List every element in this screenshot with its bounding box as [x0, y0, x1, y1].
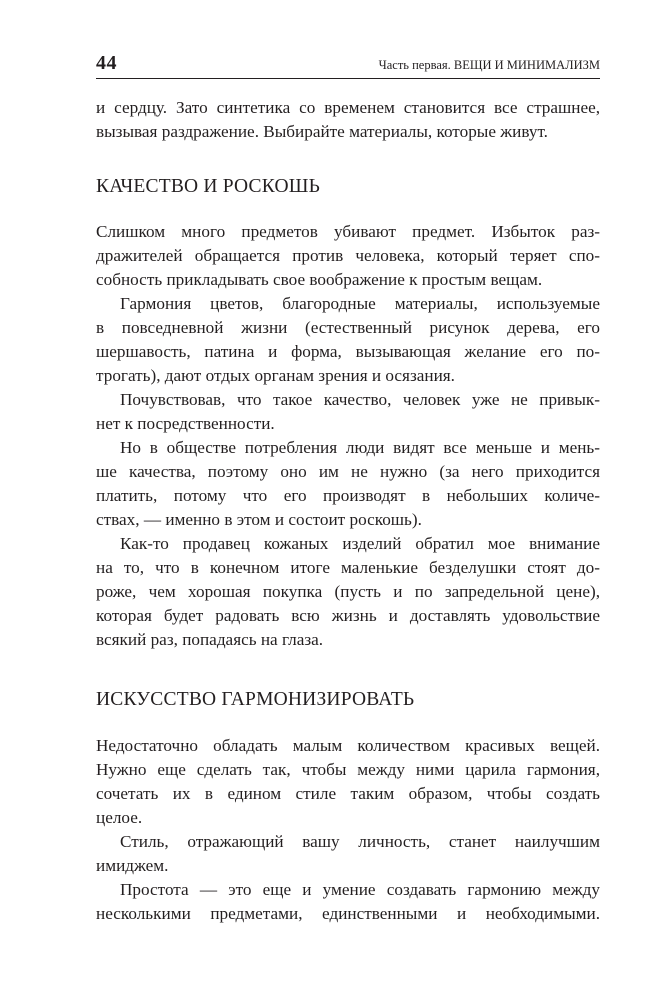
- text-line: имиджем.: [96, 856, 169, 875]
- text-line: на то, что в конечном итоге маленькие безделушки стоят до-: [96, 558, 600, 577]
- text-line: Гармония цветов, благородные материалы, используемые: [120, 294, 600, 313]
- text-line: Но в обществе потребления люди видят все меньше и мень-: [120, 438, 600, 457]
- body-text: [96, 96, 600, 926]
- running-head: Часть первая. ВЕЩИ И МИНИМАЛИЗМ: [378, 58, 600, 72]
- text-line: которая будет радовать всю жизнь и доставлять удовольствие: [96, 606, 600, 625]
- book-page: [96, 0, 600, 1000]
- text-line: трогать), дают отдых органам зрения и осязания.: [96, 366, 455, 385]
- text-line: Как-то продавец кожаных изделий обратил мое внимание: [120, 534, 600, 553]
- text-line: Нужно еще сделать так, чтобы между ними царила гармония,: [96, 760, 600, 779]
- text-line: собность прикладывать свое воображение к простым вещам.: [96, 270, 543, 289]
- text-line: Стиль, отражающий вашу личность, станет наилучшим: [120, 832, 600, 851]
- text-line: дражителей обращается против человека, который теряет спо-: [96, 246, 600, 265]
- page-header: [96, 50, 600, 79]
- text-line: роже, чем хорошая покупка (пусть и по запредельной цене),: [96, 582, 600, 601]
- text-line: несколькими предметами, единственными и необходимыми.: [96, 904, 600, 923]
- text-line: вызывая раздражение. Выбирайте материалы, которые живут.: [96, 122, 548, 141]
- text-line: ше качества, поэтому оно им не нужно (за него приходится: [96, 462, 600, 481]
- text-line: Слишком много предметов убивают предмет. Избыток раз-: [96, 222, 600, 241]
- text-line: ствах, — именно в этом и состоит роскошь).: [96, 510, 422, 529]
- text-line: платить, потому что его производят в небольших количе-: [96, 486, 600, 505]
- page-number: 44: [96, 52, 117, 74]
- text-line: шершавость, патина и форма, вызывающая желание его по-: [96, 342, 600, 361]
- text-line: целое.: [96, 808, 143, 827]
- text-line: Недостаточно обладать малым количеством красивых вещей.: [96, 736, 600, 755]
- text-line: сочетать их в едином стиле таким образом, чтобы создать: [96, 784, 600, 803]
- text-line: всякий раз, попадаясь на глаза.: [96, 630, 324, 649]
- text-line: нет к посредственности.: [96, 414, 275, 433]
- text-line: в повседневной жизни (естественный рисунок дерева, его: [96, 318, 600, 337]
- section-heading-quality-and-luxury: КАЧЕСТВО И РОСКОШЬ: [96, 176, 321, 197]
- section-heading-art-of-harmonizing: ИСКУССТВО ГАРМОНИЗИРОВАТЬ: [96, 689, 415, 710]
- text-line: Почувствовав, что такое качество, человек уже не привык-: [120, 390, 600, 409]
- text-line: и сердцу. Зато синтетика со временем становится все страшнее,: [96, 98, 600, 117]
- text-line: Простота — это еще и умение создавать гармонию между: [120, 880, 600, 899]
